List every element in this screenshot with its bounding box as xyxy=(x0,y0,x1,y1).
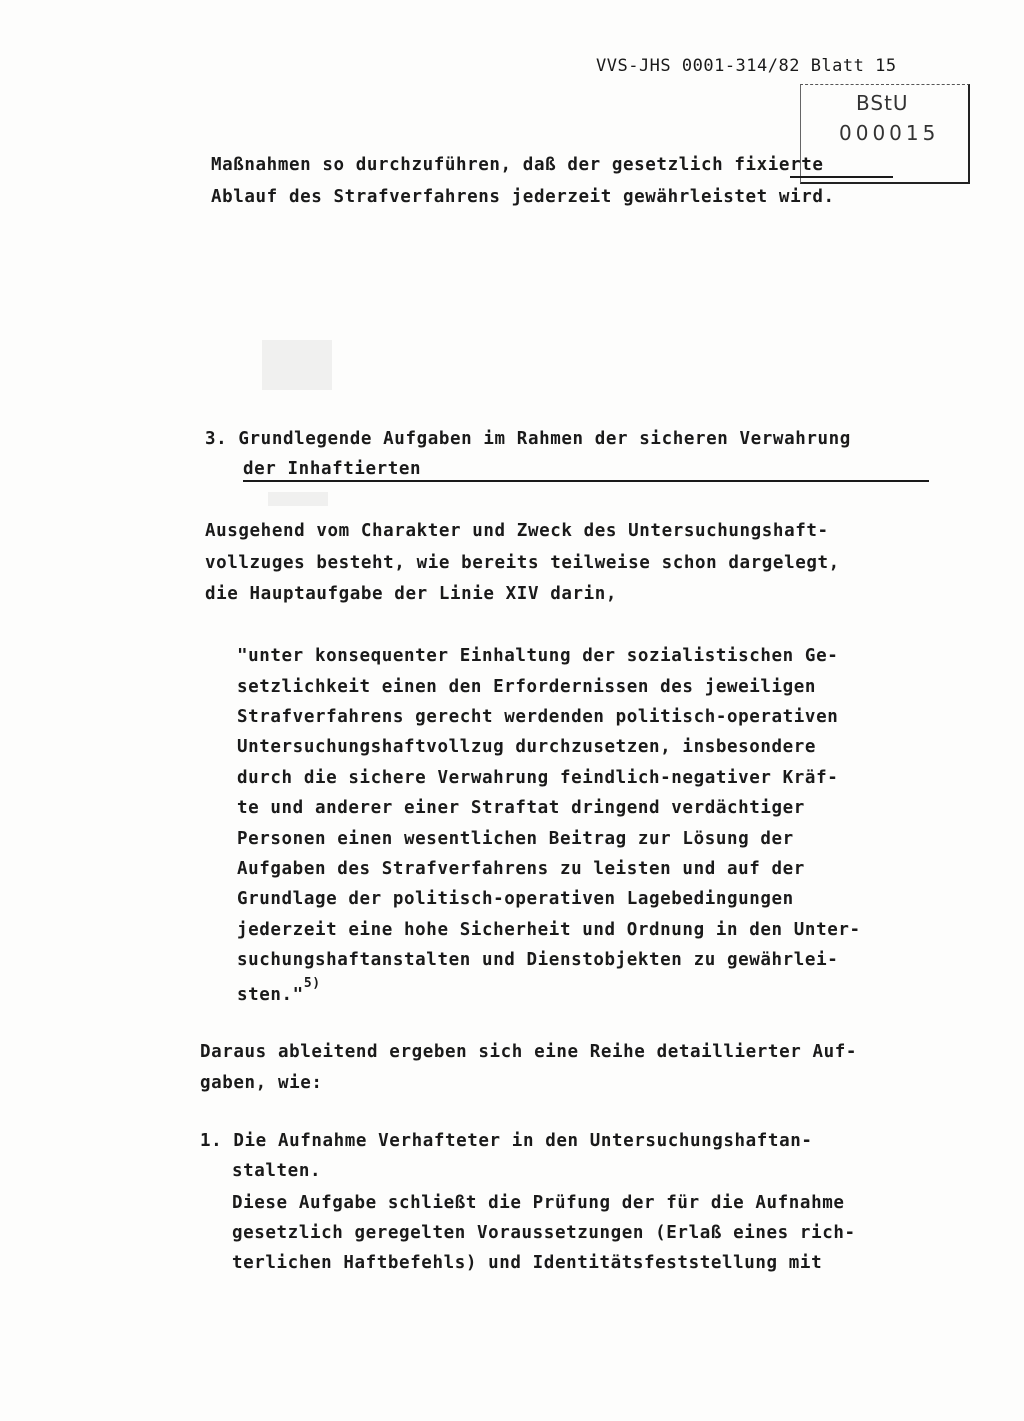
paragraph-line: Daraus ableitend ergeben sich eine Reihe detaillierter Auf- xyxy=(200,1042,858,1062)
intro-line: Maßnahmen so durchzuführen, daß der gesetzlich fixierte xyxy=(211,155,824,175)
fixierte-underline xyxy=(790,176,893,178)
list-item-line: gesetzlich geregelten Voraussetzungen (Erlaß eines rich- xyxy=(232,1223,856,1243)
document-reference: VVS-JHS 0001-314/82 Blatt 15 xyxy=(596,56,897,76)
quote-last-text: sten." xyxy=(237,984,304,1005)
list-item-line: 1. Die Aufnahme Verhafteter in den Untersuchungshaftan- xyxy=(200,1131,813,1151)
list-item-line: Diese Aufgabe schließt die Prüfung der für die Aufnahme xyxy=(232,1193,845,1213)
list-item-line: stalten. xyxy=(232,1161,322,1181)
section-heading-underline xyxy=(243,480,929,482)
stamp-number: 000015 xyxy=(839,121,940,145)
quote-line: "unter konsequenter Einhaltung der sozialistischen Ge- xyxy=(237,646,839,666)
stamp-archive-label: BStU xyxy=(856,91,909,115)
quote-line: jederzeit eine hohe Sicherheit und Ordnung in den Unter- xyxy=(237,920,861,940)
footnote-marker: 5) xyxy=(303,976,321,991)
scan-smudge xyxy=(268,492,328,506)
paragraph-line: Ausgehend vom Charakter und Zweck des Untersuchungshaft- xyxy=(205,521,829,541)
list-item-line: terlichen Haftbefehls) und Identitätsfeststellung mit xyxy=(232,1253,823,1273)
section-heading: der Inhaftierten xyxy=(243,459,422,479)
quote-line: Aufgaben des Strafverfahrens zu leisten und auf der xyxy=(237,859,805,879)
quote-line: Grundlage der politisch-operativen Lagebedingungen xyxy=(237,889,794,909)
paragraph-line: die Hauptaufgabe der Linie XIV darin, xyxy=(205,584,618,604)
quote-line: suchungshaftanstalten und Dienstobjekten zu gewährlei- xyxy=(237,950,839,970)
quote-line: Untersuchungshaftvollzug durchzusetzen, insbesondere xyxy=(237,737,817,757)
archive-stamp xyxy=(800,84,970,184)
paragraph-line: vollzuges besteht, wie bereits teilweise schon dargelegt, xyxy=(205,553,840,573)
section-heading: 3. Grundlegende Aufgaben im Rahmen der sicheren Verwahrung xyxy=(205,429,851,449)
quote-line xyxy=(237,976,321,1006)
intro-line: Ablauf des Strafverfahrens jederzeit gewährleistet wird. xyxy=(211,187,835,207)
quote-line: setzlichkeit einen den Erfordernissen des jeweiligen xyxy=(237,677,817,697)
quote-line: te und anderer einer Straftat dringend verdächtiger xyxy=(237,798,805,818)
paragraph-line: gaben, wie: xyxy=(200,1073,323,1093)
quote-line: Personen einen wesentlichen Beitrag zur Lösung der xyxy=(237,829,794,849)
quote-line: Strafverfahrens gerecht werdenden politisch-operativen xyxy=(237,707,839,727)
scan-smudge xyxy=(262,340,332,390)
quote-line: durch die sichere Verwahrung feindlich-negativer Kräf- xyxy=(237,768,839,788)
